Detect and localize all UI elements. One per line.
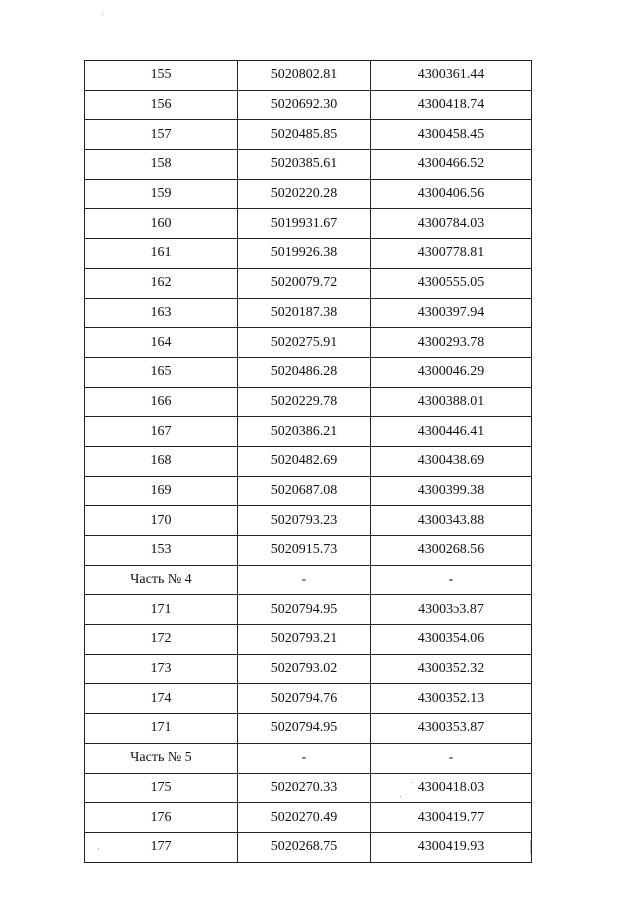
x-coordinate-cell: 5020270.49: [238, 803, 371, 833]
point-number-cell: 162: [85, 268, 238, 298]
point-number-cell: 173: [85, 654, 238, 684]
point-number-cell: 157: [85, 120, 238, 150]
table-row: [85, 565, 532, 595]
y-coordinate-cell: 4300555.05: [371, 268, 532, 298]
x-coordinate-cell: 5020793.23: [238, 506, 371, 536]
x-coordinate-cell: 5020794.95: [238, 595, 371, 625]
point-number-cell: 167: [85, 417, 238, 447]
table-row: [85, 625, 532, 655]
y-coordinate-cell: 4300397.94: [371, 298, 532, 328]
table-row: [85, 832, 532, 862]
point-number-cell: Часть № 4: [85, 565, 238, 595]
point-number-cell: 160: [85, 209, 238, 239]
point-number-cell: 176: [85, 803, 238, 833]
point-number-cell: 177: [85, 832, 238, 862]
y-coordinate-cell: 4300784.03: [371, 209, 532, 239]
y-coordinate-cell: 4300353.87: [371, 714, 532, 744]
point-number-cell: 161: [85, 239, 238, 269]
table-row: [85, 743, 532, 773]
x-coordinate-cell: 5020794.95: [238, 714, 371, 744]
point-number-cell: 155: [85, 61, 238, 91]
table-row: [85, 90, 532, 120]
y-coordinate-cell: 4300361.44: [371, 61, 532, 91]
point-number-cell: 158: [85, 150, 238, 180]
x-coordinate-cell: 5020079.72: [238, 268, 371, 298]
y-coordinate-cell: -: [371, 743, 532, 773]
x-coordinate-cell: 5020915.73: [238, 536, 371, 566]
point-number-cell: 170: [85, 506, 238, 536]
y-coordinate-cell: 43003ɔ3.87: [371, 595, 532, 625]
x-coordinate-cell: 5020270.33: [238, 773, 371, 803]
point-number-cell: 159: [85, 179, 238, 209]
x-coordinate-cell: 5020802.81: [238, 61, 371, 91]
y-coordinate-cell: 4300354.06: [371, 625, 532, 655]
y-coordinate-cell: 4300293.78: [371, 328, 532, 358]
table-row: [85, 595, 532, 625]
table-row: [85, 298, 532, 328]
y-coordinate-cell: 4300419.77: [371, 803, 532, 833]
table-row: [85, 684, 532, 714]
table-row: [85, 357, 532, 387]
point-number-cell: 169: [85, 476, 238, 506]
y-coordinate-cell: 4300352.32: [371, 654, 532, 684]
table-row: [85, 61, 532, 91]
table-row: [85, 446, 532, 476]
x-coordinate-cell: 5020275.91: [238, 328, 371, 358]
y-coordinate-cell: 4300399.38: [371, 476, 532, 506]
y-coordinate-cell: 4300446.41: [371, 417, 532, 447]
point-number-cell: 164: [85, 328, 238, 358]
table-row: [85, 150, 532, 180]
table-row: [85, 268, 532, 298]
table-row: [85, 328, 532, 358]
table-row: [85, 506, 532, 536]
table-row: [85, 179, 532, 209]
x-coordinate-cell: 5020482.69: [238, 446, 371, 476]
table-row: [85, 239, 532, 269]
table-row: [85, 714, 532, 744]
y-coordinate-cell: 4300778.81: [371, 239, 532, 269]
table-body: [85, 61, 532, 863]
table-row: [85, 120, 532, 150]
x-coordinate-cell: 5020794.76: [238, 684, 371, 714]
scan-speck: [102, 14, 103, 15]
point-number-cell: 168: [85, 446, 238, 476]
x-coordinate-cell: 5020229.78: [238, 387, 371, 417]
x-coordinate-cell: -: [238, 743, 371, 773]
x-coordinate-cell: -: [238, 565, 371, 595]
table-row: [85, 654, 532, 684]
point-number-cell: 171: [85, 595, 238, 625]
point-number-cell: 156: [85, 90, 238, 120]
y-coordinate-cell: 4300438.69: [371, 446, 532, 476]
y-coordinate-cell: 4300418.03: [371, 773, 532, 803]
table-row: [85, 803, 532, 833]
table-row: [85, 417, 532, 447]
point-number-cell: Часть № 5: [85, 743, 238, 773]
y-coordinate-cell: 4300388.01: [371, 387, 532, 417]
y-coordinate-cell: 4300406.56: [371, 179, 532, 209]
x-coordinate-cell: 5020793.02: [238, 654, 371, 684]
y-coordinate-cell: 4300268.56: [371, 536, 532, 566]
x-coordinate-cell: 5020486.28: [238, 357, 371, 387]
x-coordinate-cell: 5019926.38: [238, 239, 371, 269]
scan-speck: [98, 848, 99, 849]
point-number-cell: 153: [85, 536, 238, 566]
table-row: [85, 476, 532, 506]
scan-mark: [530, 840, 531, 854]
x-coordinate-cell: 5020692.30: [238, 90, 371, 120]
table-row: [85, 209, 532, 239]
x-coordinate-cell: 5020268.75: [238, 832, 371, 862]
y-coordinate-cell: 4300046.29: [371, 357, 532, 387]
y-coordinate-cell: 4300352.13: [371, 684, 532, 714]
x-coordinate-cell: 5020687.08: [238, 476, 371, 506]
scan-speck: [400, 796, 401, 797]
y-coordinate-cell: 4300419.93: [371, 832, 532, 862]
x-coordinate-cell: 5020485.85: [238, 120, 371, 150]
y-coordinate-cell: -: [371, 565, 532, 595]
table-row: [85, 536, 532, 566]
table-row: [85, 387, 532, 417]
x-coordinate-cell: 5020386.21: [238, 417, 371, 447]
x-coordinate-cell: 5020385.61: [238, 150, 371, 180]
x-coordinate-cell: 5019931.67: [238, 209, 371, 239]
x-coordinate-cell: 5020220.28: [238, 179, 371, 209]
y-coordinate-cell: 4300466.52: [371, 150, 532, 180]
point-number-cell: 165: [85, 357, 238, 387]
point-number-cell: 174: [85, 684, 238, 714]
point-number-cell: 175: [85, 773, 238, 803]
y-coordinate-cell: 4300343.88: [371, 506, 532, 536]
x-coordinate-cell: 5020187.38: [238, 298, 371, 328]
coordinates-table: [84, 60, 532, 863]
point-number-cell: 172: [85, 625, 238, 655]
scan-speck: [412, 782, 413, 783]
table-row: [85, 773, 532, 803]
point-number-cell: 166: [85, 387, 238, 417]
y-coordinate-cell: 4300418.74: [371, 90, 532, 120]
y-coordinate-cell: 4300458.45: [371, 120, 532, 150]
point-number-cell: 171: [85, 714, 238, 744]
x-coordinate-cell: 5020793.21: [238, 625, 371, 655]
point-number-cell: 163: [85, 298, 238, 328]
